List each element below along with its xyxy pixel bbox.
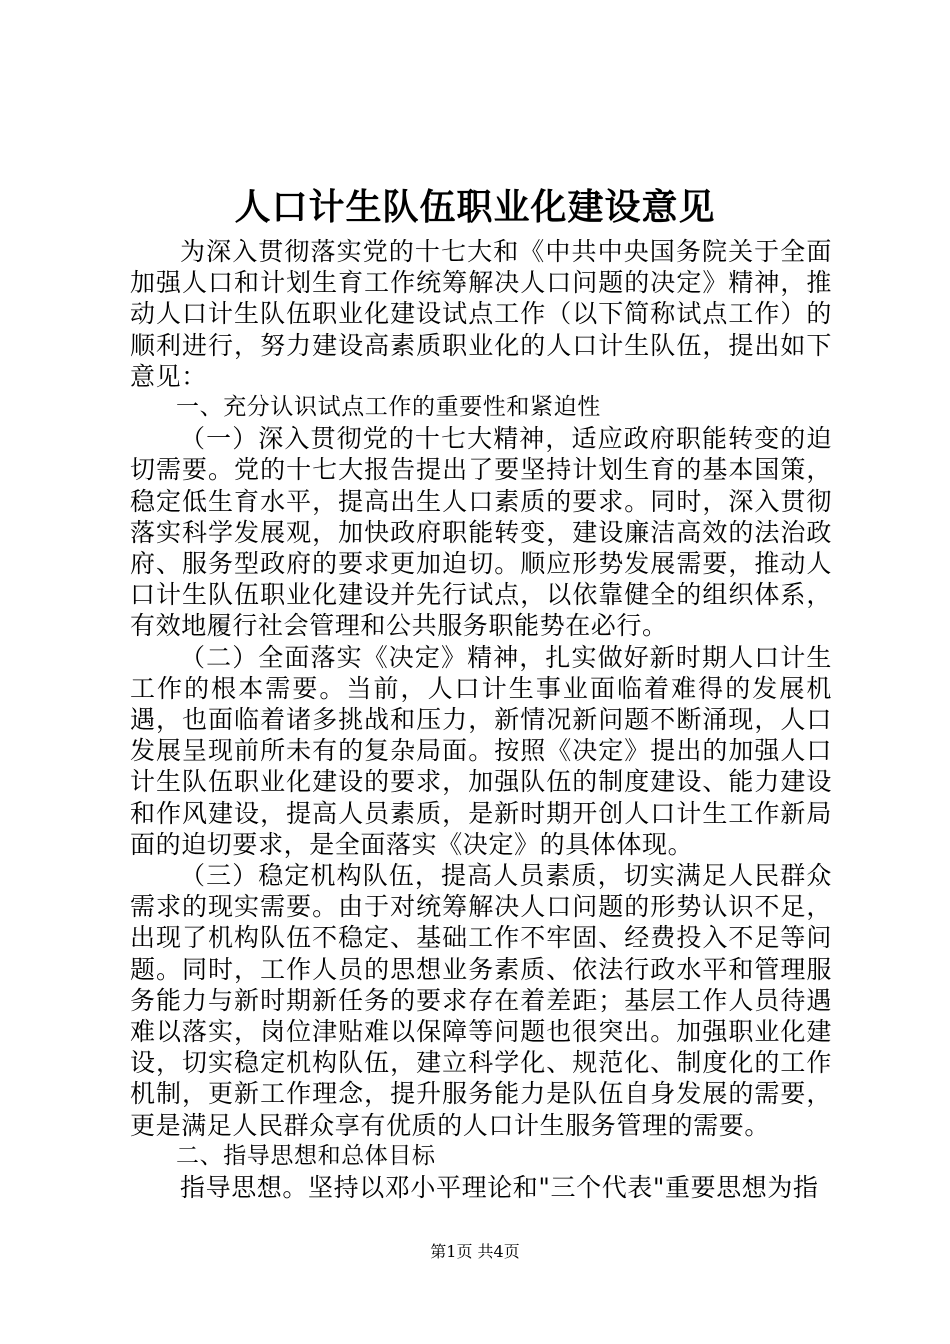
guiding-ideology-paragraph: 指导思想。坚持以邓小平理论和"三个代表"重要思想为指 — [180, 1173, 819, 1203]
section-heading-2: 二、指导思想和总体目标 — [176, 1142, 436, 1169]
intro-paragraph: 为深入贯彻落实党的十七大和《中共中央国务院关于全面加强人口和计划生育工作统筹解决人口问题的决定》精神，推动人口计生队伍职业化建设试点工作（以下简称试点工作）的顺利进行，努力建设高素质职业化的人口计生队伍，提出如下意见： — [130, 237, 832, 391]
page-footer: 第1页 共4页 — [430, 1242, 520, 1261]
document-title: 人口计生队伍职业化建设意见 — [234, 186, 716, 228]
document-body — [130, 236, 832, 1203]
paragraph-item-3: （三）稳定机构队伍，提高人员素质，切实满足人民群众需求的现实需要。由于对统筹解决人口问题的形势认识不足，出现了机构队伍不稳定、基础工作不牢固、经费投入不足等问题。同时，工作人员的思想业务素质、依法行政水平和管理服务能力与新时期新任务的要求存在着差距；基层工作人员待遇难以落实，岗位津贴难以保障等问题也很突出。加强职业化建设，切实稳定机构队伍，建立科学化、规范化、制度化的工作机制，更新工作理念，提升服务能力是队伍自身发展的需要，更是满足人民群众享有优质的人口计生服务管理的需要。 — [130, 861, 832, 1140]
paragraph-item-2: （二）全面落实《决定》精神，扎实做好新时期人口计生工作的根本需要。当前，人口计生事业面临着难得的发展机遇，也面临着诸多挑战和压力，新情况新问题不断涌现，人口发展呈现前所未有的复杂局面。按照《决定》提出的加强人口计生队伍职业化建设的要求，加强队伍的制度建设、能力建设和作风建设，提高人员素质，是新时期开创人口计生工作新局面的迫切要求，是全面落实《决定》的具体体现。 — [130, 642, 832, 859]
paragraph-item-1: （一）深入贯彻党的十七大精神，适应政府职能转变的迫切需要。党的十七大报告提出了要坚持计划生育的基本国策，稳定低生育水平，提高出生人口素质的要求。同时，深入贯彻落实科学发展观，加快政府职能转变，建设廉洁高效的法治政府、服务型政府的要求更加迫切。顺应形势发展需要，推动人口计生队伍职业化建设并先行试点，以依靠健全的组织体系，有效地履行社会管理和公共服务职能势在必行。 — [130, 424, 832, 641]
section-heading-1: 一、充分认识试点工作的重要性和紧迫性 — [176, 394, 601, 421]
